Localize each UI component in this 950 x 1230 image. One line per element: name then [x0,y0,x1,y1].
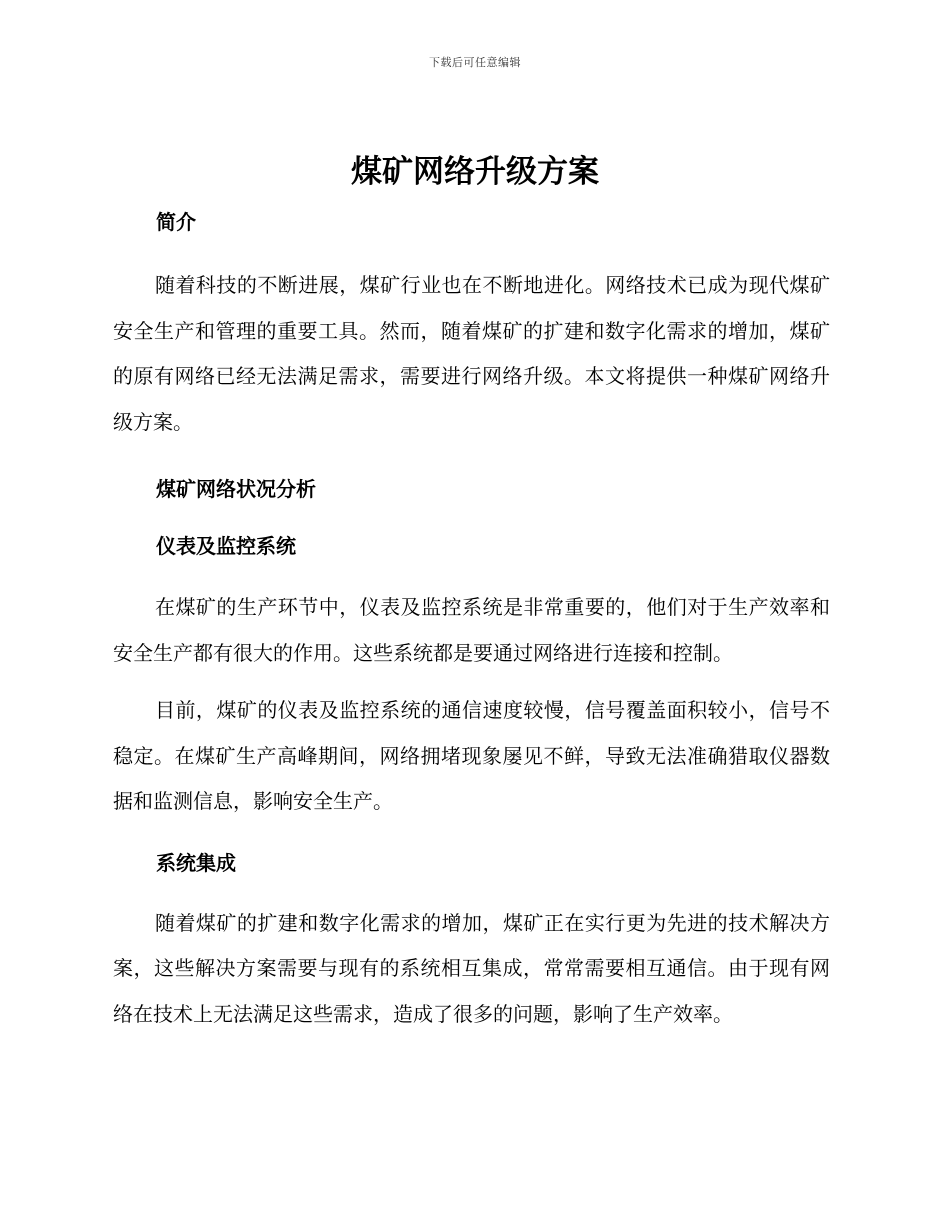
page-header-note: 下载后可任意编辑 [429,56,521,69]
document-title: 煤矿网络升级方案 [351,154,599,190]
section-heading-intro: 简介 [156,210,196,234]
section-paragraph-instruments-2: 目前，煤矿的仪表及监控系统的通信速度较慢，信号覆盖面积较小，信号不稳定。在煤矿生产高峰期间，网络拥堵现象屡见不鲜，导致无法准确猎取仪器数据和监测信息，影响安全生产。 [113,698,830,813]
section-paragraph-intro: 随着科技的不断进展，煤矿行业也在不断地进化。网络技术已成为现代煤矿安全生产和管理的重要工具。然而，随着煤矿的扩建和数字化需求的增加，煤矿的原有网络已经无法满足需求，需要进行网络升级。本文将提供一种煤矿网络升级方案。 [113,273,830,434]
section-paragraph-system-integration: 随着煤矿的扩建和数字化需求的增加，煤矿正在实行更为先进的技术解决方案，这些解决方案需要与现有的系统相互集成，常常需要相互通信。由于现有网络在技术上无法满足这些需求，造成了很多的问题，影响了生产效率。 [113,910,830,1026]
section-heading-system-integration: 系统集成 [156,850,236,875]
section-heading-network-analysis: 煤矿网络状况分析 [156,477,316,501]
section-heading-instruments-monitoring: 仪表及监控系统 [156,534,296,558]
section-paragraph-instruments-1: 在煤矿的生产环节中，仪表及监控系统是非常重要的，他们对于生产效率和安全生产都有很大的作用。这些系统都是要通过网络进行连接和控制。 [113,595,830,665]
document-body [113,204,830,1037]
